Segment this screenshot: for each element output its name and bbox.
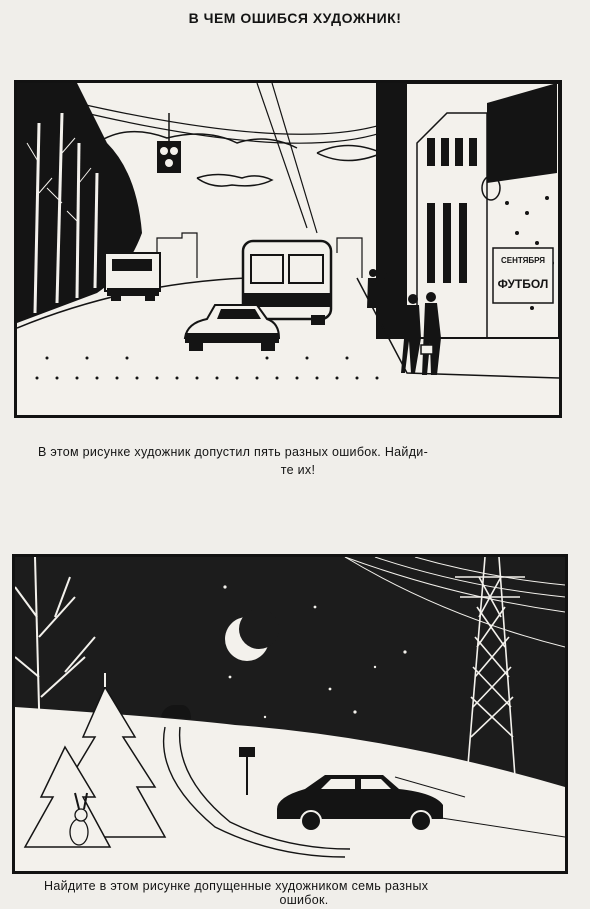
power-lines <box>345 557 565 647</box>
football-poster <box>493 248 553 303</box>
poster-line-2: ФУТБОЛ <box>497 277 549 291</box>
caption-1-line-2: те их! <box>280 463 316 477</box>
caption-2-line-1: Найдите в этом рисунке допущенные художником семь разных <box>44 879 429 893</box>
road-dots <box>36 357 379 380</box>
caption-1-line-1: В этом рисунке художник допустил пять разных ошибок. Найди- <box>38 445 429 459</box>
truck <box>105 253 160 301</box>
poster-line-1: СЕНТЯБРЯ <box>500 256 546 265</box>
crescent-moon <box>225 609 279 661</box>
power-pylon <box>455 557 525 777</box>
page-title: В ЧЕМ ОШИБСЯ ХУДОЖНИК! <box>188 10 402 26</box>
street-scene-illustration <box>14 80 562 418</box>
distant-object <box>161 705 191 719</box>
traffic-light <box>157 113 181 173</box>
night-winter-illustration <box>12 554 568 874</box>
caption-2-line-2: ошибок. <box>279 893 329 907</box>
